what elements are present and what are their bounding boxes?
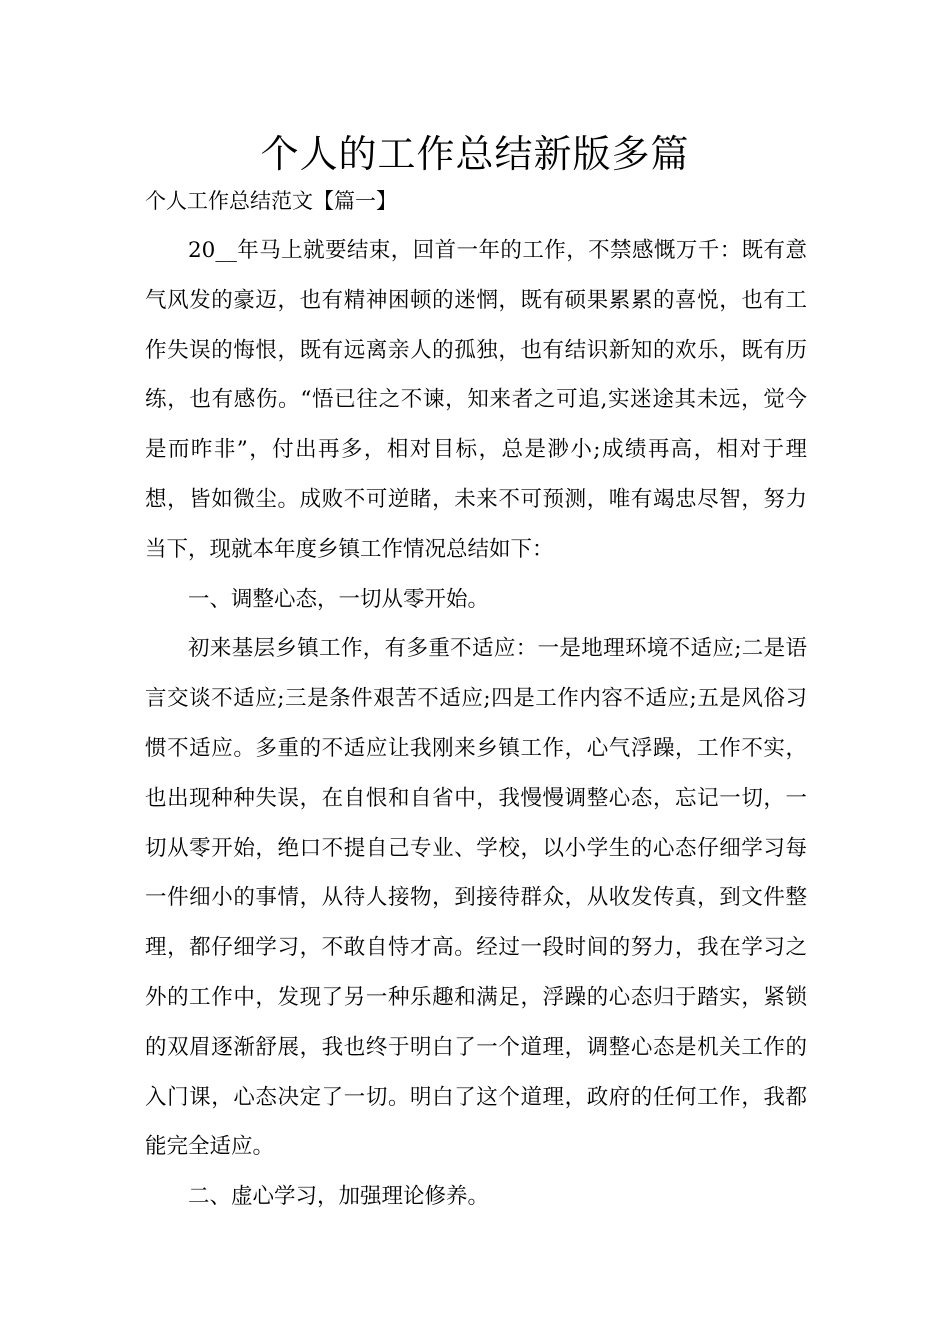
- document-body: [145, 226, 807, 1222]
- document-title: 个人的工作总结新版多篇: [260, 132, 690, 176]
- section-title: 个人工作总结范文【篇一】: [145, 189, 397, 213]
- heading-adjust-mindset: 一、调整心态，一切从零开始。: [188, 586, 490, 612]
- heading-humble-learning: 二、虚心学习，加强理论修养。: [188, 1184, 490, 1210]
- paragraph-intro: 20__年马上就要结束，回首一年的工作，不禁感慨万千：既有意气风发的豪迈，也有精神困顿的迷惘，既有硕果累累的喜悦，也有工作失误的悔恨，既有远离亲人的孤独，也有结识新知的欢乐，既有历练，也有感伤。“悟已往之不谏，知来者之可追,实迷途其未远，觉今是而昨非”，付出再多，相对目标，总是渺小;成绩再高，相对于理想，皆如微尘。成败不可逆睹，未来不可预测，唯有竭忠尽智，努力当下，现就本年度乡镇工作情况总结如下：: [145, 238, 807, 562]
- paragraph-adjust-mindset: 初来基层乡镇工作，有多重不适应：一是地理环境不适应;二是语言交谈不适应;三是条件艰苦不适应;四是工作内容不适应;五是风俗习惯不适应。多重的不适应让我刚来乡镇工作，心气浮躁，工作不实，也出现种种失误，在自恨和自省中，我慢慢调整心态，忘记一切，一切从零开始，绝口不提自己专业、学校，以小学生的心态仔细学习每一件细小的事情，从待人接物，到接待群众，从收发传真，到文件整理，都仔细学习，不敢自恃才高。经过一段时间的努力，我在学习之外的工作中，发现了另一种乐趣和满足，浮躁的心态归于踏实，紧锁的双眉逐渐舒展，我也终于明白了一个道理，调整心态是机关工作的入门课，心态决定了一切。明白了这个道理，政府的任何工作，我都能完全适应。: [145, 636, 807, 1160]
